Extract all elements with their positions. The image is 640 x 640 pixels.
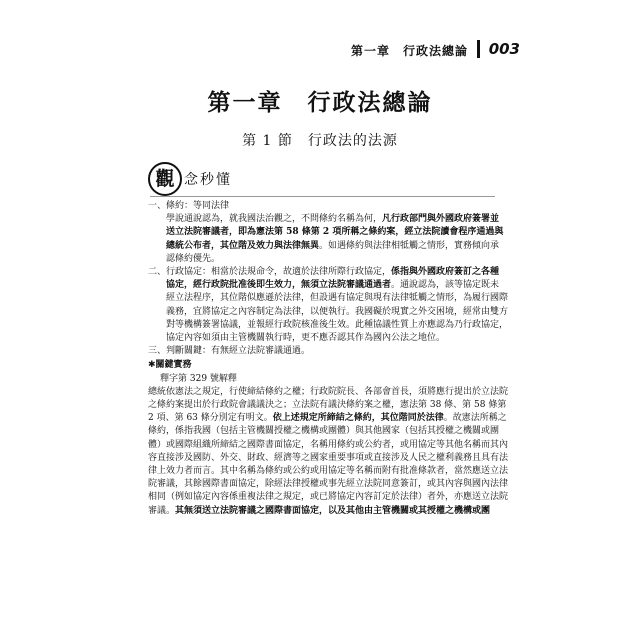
running-header [0, 38, 640, 64]
section-title: 第 1 節 行政法的法源 [242, 133, 398, 149]
concept-heading-text: 念秒懂 [184, 172, 232, 188]
running-header-chapter: 第一章 行政法總論 [350, 44, 468, 58]
concept-items [148, 200, 508, 358]
main-body [148, 200, 508, 518]
interpretation-segment: 總統依憲法之規定，行使締結條約之權；行政院院長、各部會首長，須將應行提出於立法院之條約案提出於行政院會議議決之；立法院有議決條約案之權，憲法第 38 條、第 58 條第 2 項、第 63 條分別定有明文。 [148, 386, 509, 424]
interpretation-reference: 釋字第 329 號解釋 [160, 373, 237, 384]
concept-item-segment: 。如遇條約與法律相牴觸之情形，實務傾向承認條約優先。 [166, 240, 500, 264]
key-practice-heading [148, 359, 508, 372]
concept-item-segment: 學說通說認為，就我國法治觀之，不問條約名稱為何， [166, 214, 383, 225]
chapter-title: 第一章 行政法總論 [207, 89, 433, 116]
concept-item-head: 三、判斷關鍵：有無經立法院審議通過。 [148, 346, 311, 357]
concept-item [148, 200, 508, 266]
concept-heading [148, 162, 368, 196]
concept-item-head: 二、行政協定：相當於法規命令，故適於法律所際行政協定， [148, 267, 392, 278]
concept-item-segment: 。通說認為，該等協定既未經立法程序，其位階似應遜於法律，但設遇有協定與現有法律牴觸之情形，為履行國際義務，宜將協定之內容制定為法律，以便執行。我國礙於現實之外交困境，經常由雙方對等機構簽署協議，並報經行政院核准後生效。此種協議性質上亦應認為乃行政協定，協定內容如須由主管機關執行時，更不應否認其作為國內公法之地位。 [166, 280, 509, 344]
concept-item-head: 一、條約：等同法律 [148, 201, 230, 211]
concept-item-segment: 係指與外國政府簽訂之各種協定，經行政院批准後即生效力，無須立法院審議通過者 [166, 267, 500, 291]
concept-item [148, 345, 508, 358]
interpretation-segment: 其無須送立法院審議之國際書面協定，以及其他由主管機關或其授權之機構或團 [175, 505, 491, 516]
concept-item-text [148, 213, 508, 266]
asterisk-icon: ✱ [148, 360, 156, 371]
page-number: 003 [488, 40, 520, 58]
concept-item-text [148, 266, 508, 345]
interpretation-body [148, 386, 508, 518]
interpretation-segment: 。故憲法所稱之條約，係指我國（包括主管機關授權之機構或團體）與其他國家（包括其授權之機關或團體）或國際組織所締結之國際書面協定，名稱用條約或公約者，或用協定等其他名稱而其內容直接涉及國防、外交、財政、經濟等之國家重要事項或直接涉及人民之權利義務且具有法律上效力者而言。其中名稱為條約或公約或用協定等名稱而附有批准條款者，當然應送立法院審議，其餘國際書面協定，除經法律授權或事先經立法院同意簽訂，或其內容與國內法律相同（例如協定內容係重複法律之規定，或已將協定內容訂定於法律）者外，亦應送立法院審議。 [148, 413, 509, 516]
header-divider-bar [477, 40, 480, 58]
key-practice-title: 關鍵實務 [155, 360, 192, 371]
concept-item [148, 266, 508, 345]
concept-circle-glyph: 觀 [148, 162, 182, 196]
concept-underline [150, 196, 495, 197]
concept-item-segment: 凡行政部門與外國政府簽署並送立法院審議者，即為憲法第 58 條第 2 項所稱之條約案，經立法院讀會程序通過與總統公布者，其位階及效力與法律無異 [166, 214, 504, 251]
key-practice-block [148, 359, 508, 517]
interpretation-segment: 依上述規定所締結之條約，其位階同於法律 [272, 413, 444, 424]
